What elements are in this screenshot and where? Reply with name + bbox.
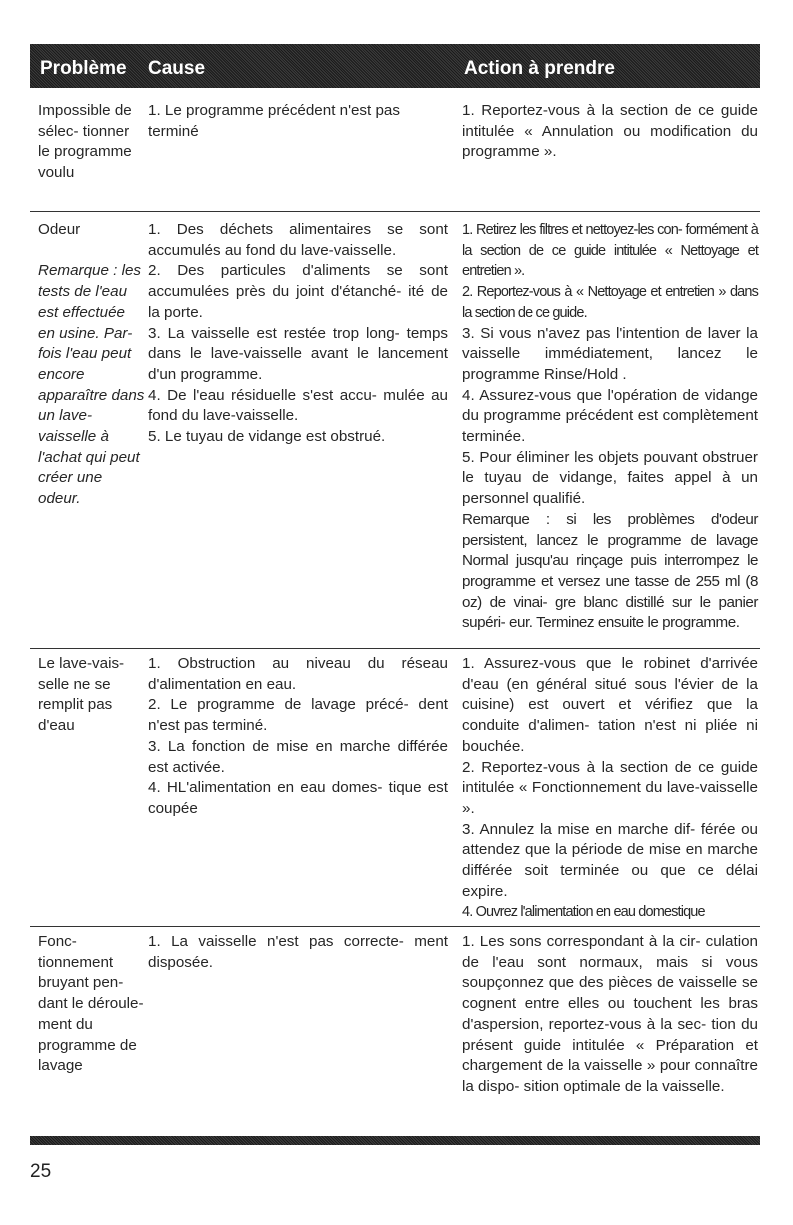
action-item: 3. Si vous n'avez pas l'intention de laver la vaisselle immédiatement, lancez le programme Rinse/Hold . xyxy=(462,324,758,383)
problem-note: Remarque : les tests de l'eau est effectuée en usine. Par- fois l'eau peut encore apparaître dans un lave- vaisselle à l'achat qui peut créer une odeur. xyxy=(38,262,145,508)
problem-text: Odeur xyxy=(38,221,81,238)
cause-item: 4. De l'eau résiduelle s'est accu- mulée au fond du lave-vaisselle. xyxy=(148,386,448,425)
cause-cell xyxy=(148,932,448,973)
cause-item: 1. Le programme précédent n'est pas terminé xyxy=(148,102,400,140)
action-item: 4. Ouvrez l'alimentation en eau domestique xyxy=(462,904,705,921)
cause-item: 1. La vaisselle n'est pas correcte- ment disposée. xyxy=(148,933,448,971)
cause-item: 4. HL'alimentation en eau domes- tique est coupée xyxy=(148,779,448,817)
action-item: 1. Retirez les filtres et nettoyez-les con- formément à la section de ce guide intitulée « Nettoyage et entretien ». xyxy=(462,222,758,280)
header-action: Action à prendre xyxy=(464,58,615,79)
problem-text: Fonc- tionnement bruyant pen- dant le déroule- ment du programme de lavage xyxy=(38,933,144,1075)
cause-item: 3. La vaisselle est restée trop long- temps dans le lave-vaisselle avant le lancement d'un programme. xyxy=(148,324,448,383)
action-note: Remarque : si les problèmes d'odeur persistent, lancez le programme de lavage Normal jusqu'au rinçage puis interrompez le programme et versez une tasse de 255 ml (8 oz) de vinai- gre blanc distillé sur le panier supéri- eur. Terminez ensuite le programme. xyxy=(462,510,758,632)
cause-item: 2. Le programme de lavage précé- dent n'est pas terminé. xyxy=(148,696,448,735)
cause-cell xyxy=(148,654,448,820)
action-cell xyxy=(462,932,758,1098)
cause-item: 2. Des particules d'aliments se sont accumulées près du joint d'étanché- ité de la porte. xyxy=(148,262,448,321)
action-item: 1. Reportez-vous à la section de ce guide intitulée « Annulation ou modification du programme ». xyxy=(462,102,758,161)
header-cause: Cause xyxy=(148,58,206,79)
action-cell xyxy=(462,220,758,634)
problem-text: Le lave-vais- selle ne se remplit pas d'eau xyxy=(38,655,125,735)
cause-item: 3. La fonction de mise en marche différée est activée. xyxy=(148,737,448,776)
problem-cell xyxy=(38,220,146,510)
action-item: 5. Pour éliminer les objets pouvant obstruer le tuyau de vidange, faites appel à un personnel qualifié. xyxy=(462,448,758,508)
action-cell xyxy=(462,101,758,163)
action-item: 3. Annulez la mise en marche dif- férée ou attendez que la période de mise en marche différée soit terminée ou que ce délai expire. xyxy=(462,820,758,900)
action-cell xyxy=(462,654,758,923)
table-header-bar xyxy=(30,44,760,88)
action-item: 2. Reportez-vous à la section de ce guide intitulée « Fonctionnement du lave-vaisselle ». xyxy=(462,758,758,817)
row-divider xyxy=(30,211,760,212)
action-item: 2. Reportez-vous à « Nettoyage et entretien » dans la section de ce guide. xyxy=(462,284,758,321)
action-item: 1. Les sons correspondant à la cir- culation de l'eau sont normaux, mais si vous soupçonnez que des pièces de vaisselle se cognent entre elles ou touchent les bras d'aspersion, reportez-vous à la sec- tion du présent guide intitulée « Préparation et chargement de la vaisselle » pour connaître la dispo- sition optimale de la vaisselle. xyxy=(462,933,758,1095)
cause-item: 5. Le tuyau de vidange est obstrué. xyxy=(148,428,386,446)
cause-cell xyxy=(148,101,448,142)
table-footer-bar xyxy=(30,1136,760,1145)
row-divider xyxy=(30,648,760,649)
header-problem: Problème xyxy=(40,58,127,79)
action-item: 4. Assurez-vous que l'opération de vidange du programme précédent est complètement terminée. xyxy=(462,386,758,446)
problem-cell xyxy=(38,101,134,184)
action-item: 1. Assurez-vous que le robinet d'arrivée d'eau (en général situé sous l'évier de la cuisine) est ouvert et vérifiez que la conduite d'alimen- tation n'est ni pliée ni bouchée. xyxy=(462,655,758,755)
cause-cell xyxy=(148,220,448,448)
cause-item: 1. Obstruction au niveau du réseau d'alimentation en eau. xyxy=(148,655,448,693)
page-number: 25 xyxy=(30,1161,52,1182)
cause-item: 1. Des déchets alimentaires se sont accumulés au fond du lave-vaisselle. xyxy=(148,221,448,259)
problem-cell xyxy=(38,654,142,737)
problem-text: Impossible de sélec- tionner le programme voulu xyxy=(38,102,132,182)
problem-cell xyxy=(38,932,150,1077)
row-divider xyxy=(30,926,760,927)
